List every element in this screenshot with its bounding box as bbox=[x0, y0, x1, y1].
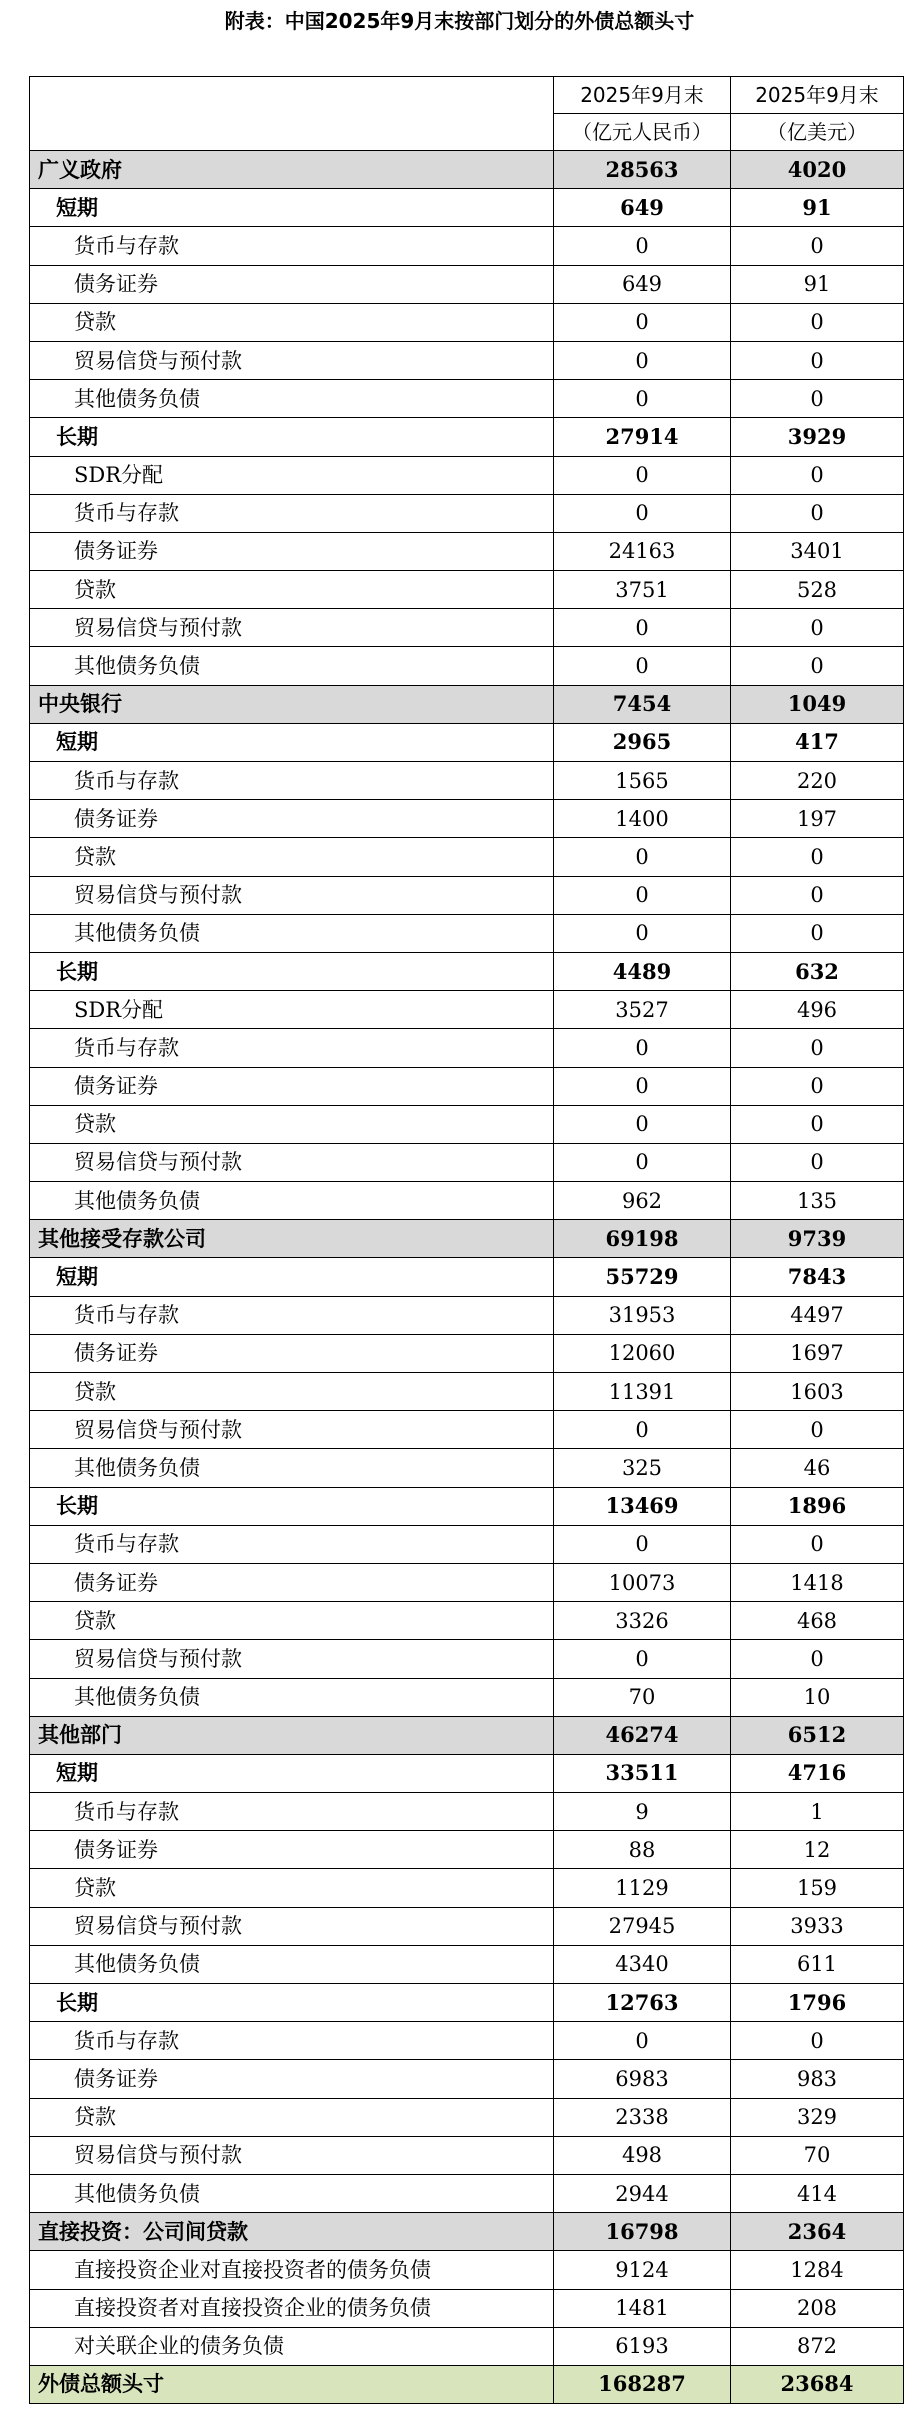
maturity-row bbox=[30, 418, 904, 456]
value-usd: 135 bbox=[731, 1182, 904, 1220]
value-usd: 4716 bbox=[731, 1754, 904, 1792]
row-label: 贷款 bbox=[30, 571, 554, 609]
value-usd: 417 bbox=[731, 723, 904, 761]
value-usd: 0 bbox=[731, 1105, 904, 1143]
value-usd: 0 bbox=[731, 609, 904, 647]
value-cny: 325 bbox=[554, 1449, 731, 1487]
value-cny: 0 bbox=[554, 876, 731, 914]
value-cny: 0 bbox=[554, 1640, 731, 1678]
value-cny: 10073 bbox=[554, 1563, 731, 1601]
value-cny: 649 bbox=[554, 265, 731, 303]
header-blank-cell bbox=[30, 77, 554, 151]
value-cny: 33511 bbox=[554, 1754, 731, 1792]
maturity-row bbox=[30, 1984, 904, 2022]
value-usd: 10 bbox=[731, 1678, 904, 1716]
item-row bbox=[30, 1793, 904, 1831]
item-row bbox=[30, 341, 904, 379]
value-usd: 1697 bbox=[731, 1334, 904, 1372]
value-usd: 528 bbox=[731, 571, 904, 609]
row-label: 货币与存款 bbox=[30, 494, 554, 532]
item-row bbox=[30, 532, 904, 570]
value-usd: 0 bbox=[731, 1411, 904, 1449]
row-label: 其他债务负债 bbox=[30, 647, 554, 685]
value-cny: 0 bbox=[554, 838, 731, 876]
row-label: 货币与存款 bbox=[30, 1793, 554, 1831]
value-usd: 9739 bbox=[731, 1220, 904, 1258]
row-label: 贷款 bbox=[30, 1373, 554, 1411]
row-label: 债务证券 bbox=[30, 800, 554, 838]
value-usd: 0 bbox=[731, 341, 904, 379]
value-usd: 0 bbox=[731, 1067, 904, 1105]
row-label: 长期 bbox=[30, 952, 554, 990]
row-label: 货币与存款 bbox=[30, 1296, 554, 1334]
value-cny: 649 bbox=[554, 189, 731, 227]
value-cny: 4489 bbox=[554, 952, 731, 990]
item-row bbox=[30, 265, 904, 303]
value-usd: 1049 bbox=[731, 685, 904, 723]
value-usd: 0 bbox=[731, 494, 904, 532]
maturity-row bbox=[30, 1754, 904, 1792]
value-usd: 0 bbox=[731, 1640, 904, 1678]
value-cny: 1129 bbox=[554, 1869, 731, 1907]
item-row bbox=[30, 1907, 904, 1945]
sector-row bbox=[30, 151, 904, 189]
total-row bbox=[30, 2365, 904, 2403]
header-cny-unit: （亿元人民币） bbox=[554, 114, 731, 151]
value-usd: 70 bbox=[731, 2136, 904, 2174]
row-label: 货币与存款 bbox=[30, 762, 554, 800]
value-cny: 13469 bbox=[554, 1487, 731, 1525]
value-cny: 69198 bbox=[554, 1220, 731, 1258]
value-usd: 91 bbox=[731, 189, 904, 227]
value-cny: 0 bbox=[554, 1143, 731, 1181]
row-label: 短期 bbox=[30, 1754, 554, 1792]
row-label: 债务证券 bbox=[30, 1563, 554, 1601]
row-label: 贸易信贷与预付款 bbox=[30, 609, 554, 647]
item-row bbox=[30, 1029, 904, 1067]
value-usd: 0 bbox=[731, 838, 904, 876]
value-cny: 12763 bbox=[554, 1984, 731, 2022]
value-cny: 55729 bbox=[554, 1258, 731, 1296]
value-usd: 611 bbox=[731, 1945, 904, 1983]
item-row bbox=[30, 2022, 904, 2060]
value-usd: 3401 bbox=[731, 532, 904, 570]
item-row bbox=[30, 991, 904, 1029]
row-label: 对关联企业的债务负债 bbox=[30, 2327, 554, 2365]
row-label: 贷款 bbox=[30, 1602, 554, 1640]
row-label: 其他债务负债 bbox=[30, 1449, 554, 1487]
value-usd: 208 bbox=[731, 2289, 904, 2327]
value-cny: 7454 bbox=[554, 685, 731, 723]
item-row bbox=[30, 1563, 904, 1601]
row-label: 贸易信贷与预付款 bbox=[30, 876, 554, 914]
row-label: 其他债务负债 bbox=[30, 380, 554, 418]
row-label: 贸易信贷与预付款 bbox=[30, 1907, 554, 1945]
value-usd: 2364 bbox=[731, 2213, 904, 2251]
value-usd: 1284 bbox=[731, 2251, 904, 2289]
row-label: 长期 bbox=[30, 1487, 554, 1525]
value-usd: 91 bbox=[731, 265, 904, 303]
row-label: 贷款 bbox=[30, 2098, 554, 2136]
value-cny: 70 bbox=[554, 1678, 731, 1716]
value-cny: 962 bbox=[554, 1182, 731, 1220]
row-label: 其他债务负债 bbox=[30, 914, 554, 952]
value-usd: 220 bbox=[731, 762, 904, 800]
row-label: 货币与存款 bbox=[30, 227, 554, 265]
value-usd: 159 bbox=[731, 1869, 904, 1907]
value-cny: 2965 bbox=[554, 723, 731, 761]
row-label: 货币与存款 bbox=[30, 1525, 554, 1563]
value-usd: 414 bbox=[731, 2174, 904, 2212]
row-label: 直接投资者对直接投资企业的债务负债 bbox=[30, 2289, 554, 2327]
row-label: 货币与存款 bbox=[30, 1029, 554, 1067]
row-label: 贷款 bbox=[30, 303, 554, 341]
value-usd: 1796 bbox=[731, 1984, 904, 2022]
value-cny: 0 bbox=[554, 380, 731, 418]
value-usd: 872 bbox=[731, 2327, 904, 2365]
value-cny: 3751 bbox=[554, 571, 731, 609]
value-usd: 7843 bbox=[731, 1258, 904, 1296]
row-label: 直接投资企业对直接投资者的债务负债 bbox=[30, 2251, 554, 2289]
row-label: 其他债务负债 bbox=[30, 1182, 554, 1220]
item-row bbox=[30, 762, 904, 800]
value-cny: 0 bbox=[554, 1029, 731, 1067]
row-label: 债务证券 bbox=[30, 265, 554, 303]
item-row bbox=[30, 1449, 904, 1487]
item-row bbox=[30, 1945, 904, 1983]
row-label: 其他债务负债 bbox=[30, 1678, 554, 1716]
row-label: 债务证券 bbox=[30, 1831, 554, 1869]
item-row bbox=[30, 1525, 904, 1563]
value-cny: 6983 bbox=[554, 2060, 731, 2098]
value-cny: 0 bbox=[554, 1105, 731, 1143]
item-row bbox=[30, 914, 904, 952]
sector-row bbox=[30, 2213, 904, 2251]
value-cny: 0 bbox=[554, 303, 731, 341]
value-cny: 0 bbox=[554, 914, 731, 952]
value-usd: 0 bbox=[731, 1143, 904, 1181]
row-label: 货币与存款 bbox=[30, 2022, 554, 2060]
value-cny: 27945 bbox=[554, 1907, 731, 1945]
item-row bbox=[30, 1067, 904, 1105]
value-usd: 0 bbox=[731, 647, 904, 685]
value-cny: 0 bbox=[554, 341, 731, 379]
page-title: 附表：中国2025年9月末按部门划分的外债总额头寸 bbox=[224, 9, 695, 33]
value-usd: 0 bbox=[731, 914, 904, 952]
value-cny: 4340 bbox=[554, 1945, 731, 1983]
row-label: 债务证券 bbox=[30, 1067, 554, 1105]
row-label: 短期 bbox=[30, 1258, 554, 1296]
header-row-period bbox=[30, 77, 904, 114]
value-usd: 1418 bbox=[731, 1563, 904, 1601]
value-usd: 0 bbox=[731, 303, 904, 341]
row-label: SDR分配 bbox=[30, 456, 554, 494]
value-usd: 3929 bbox=[731, 418, 904, 456]
row-label: 贸易信贷与预付款 bbox=[30, 2136, 554, 2174]
row-label: 贸易信贷与预付款 bbox=[30, 1640, 554, 1678]
value-usd: 1896 bbox=[731, 1487, 904, 1525]
value-usd: 329 bbox=[731, 2098, 904, 2136]
row-label: 长期 bbox=[30, 1984, 554, 2022]
item-row bbox=[30, 647, 904, 685]
row-label: 直接投资：公司间贷款 bbox=[30, 2213, 554, 2251]
value-usd: 983 bbox=[731, 2060, 904, 2098]
row-label: 贷款 bbox=[30, 1869, 554, 1907]
external-debt-table bbox=[29, 76, 904, 2404]
row-label: 贷款 bbox=[30, 838, 554, 876]
value-cny: 2944 bbox=[554, 2174, 731, 2212]
value-cny: 0 bbox=[554, 456, 731, 494]
item-row bbox=[30, 303, 904, 341]
item-row bbox=[30, 1373, 904, 1411]
row-label: 贸易信贷与预付款 bbox=[30, 1411, 554, 1449]
value-usd: 632 bbox=[731, 952, 904, 990]
row-label: 贸易信贷与预付款 bbox=[30, 341, 554, 379]
value-usd: 3933 bbox=[731, 1907, 904, 1945]
table-body bbox=[30, 77, 904, 2404]
row-label: 其他接受存款公司 bbox=[30, 1220, 554, 1258]
item-row bbox=[30, 380, 904, 418]
row-label: 广义政府 bbox=[30, 151, 554, 189]
value-usd: 0 bbox=[731, 876, 904, 914]
value-cny: 0 bbox=[554, 1067, 731, 1105]
row-label: 其他债务负债 bbox=[30, 1945, 554, 1983]
item-row bbox=[30, 2098, 904, 2136]
item-row bbox=[30, 1831, 904, 1869]
value-cny: 1481 bbox=[554, 2289, 731, 2327]
item-row bbox=[30, 1869, 904, 1907]
maturity-row bbox=[30, 189, 904, 227]
value-cny: 16798 bbox=[554, 2213, 731, 2251]
value-usd: 1 bbox=[731, 1793, 904, 1831]
value-cny: 168287 bbox=[554, 2365, 731, 2403]
value-cny: 3527 bbox=[554, 991, 731, 1029]
value-usd: 4497 bbox=[731, 1296, 904, 1334]
maturity-row bbox=[30, 723, 904, 761]
row-label: 债务证券 bbox=[30, 2060, 554, 2098]
value-cny: 0 bbox=[554, 1525, 731, 1563]
item-row bbox=[30, 1143, 904, 1181]
value-cny: 3326 bbox=[554, 1602, 731, 1640]
value-usd: 468 bbox=[731, 1602, 904, 1640]
value-cny: 1565 bbox=[554, 762, 731, 800]
header-usd-period: 2025年9月末 bbox=[731, 77, 904, 114]
value-cny: 12060 bbox=[554, 1334, 731, 1372]
value-cny: 11391 bbox=[554, 1373, 731, 1411]
value-usd: 0 bbox=[731, 227, 904, 265]
value-cny: 0 bbox=[554, 609, 731, 647]
value-cny: 0 bbox=[554, 227, 731, 265]
value-cny: 9124 bbox=[554, 2251, 731, 2289]
value-cny: 0 bbox=[554, 1411, 731, 1449]
item-row bbox=[30, 1678, 904, 1716]
item-row bbox=[30, 2327, 904, 2365]
value-cny: 0 bbox=[554, 2022, 731, 2060]
value-usd: 46 bbox=[731, 1449, 904, 1487]
row-label: 长期 bbox=[30, 418, 554, 456]
row-label: 其他债务负债 bbox=[30, 2174, 554, 2212]
item-row bbox=[30, 1602, 904, 1640]
value-usd: 12 bbox=[731, 1831, 904, 1869]
row-label: 中央银行 bbox=[30, 685, 554, 723]
sector-row bbox=[30, 1716, 904, 1754]
value-cny: 6193 bbox=[554, 2327, 731, 2365]
value-usd: 197 bbox=[731, 800, 904, 838]
item-row bbox=[30, 2174, 904, 2212]
value-cny: 498 bbox=[554, 2136, 731, 2174]
value-cny: 31953 bbox=[554, 1296, 731, 1334]
item-row bbox=[30, 1182, 904, 1220]
item-row bbox=[30, 227, 904, 265]
value-usd: 0 bbox=[731, 1525, 904, 1563]
item-row bbox=[30, 876, 904, 914]
row-label: 短期 bbox=[30, 723, 554, 761]
value-cny: 27914 bbox=[554, 418, 731, 456]
item-row bbox=[30, 800, 904, 838]
row-label: 外债总额头寸 bbox=[30, 2365, 554, 2403]
item-row bbox=[30, 1411, 904, 1449]
item-row bbox=[30, 1296, 904, 1334]
value-usd: 1603 bbox=[731, 1373, 904, 1411]
value-cny: 24163 bbox=[554, 532, 731, 570]
maturity-row bbox=[30, 1487, 904, 1525]
header-cny-period: 2025年9月末 bbox=[554, 77, 731, 114]
item-row bbox=[30, 1640, 904, 1678]
row-label: 债务证券 bbox=[30, 1334, 554, 1372]
value-cny: 88 bbox=[554, 1831, 731, 1869]
row-label: 债务证券 bbox=[30, 532, 554, 570]
value-cny: 2338 bbox=[554, 2098, 731, 2136]
value-usd: 23684 bbox=[731, 2365, 904, 2403]
value-usd: 0 bbox=[731, 380, 904, 418]
maturity-row bbox=[30, 952, 904, 990]
item-row bbox=[30, 2060, 904, 2098]
value-usd: 0 bbox=[731, 1029, 904, 1067]
value-usd: 4020 bbox=[731, 151, 904, 189]
sector-row bbox=[30, 685, 904, 723]
item-row bbox=[30, 1105, 904, 1143]
value-usd: 6512 bbox=[731, 1716, 904, 1754]
maturity-row bbox=[30, 1258, 904, 1296]
value-cny: 1400 bbox=[554, 800, 731, 838]
value-cny: 28563 bbox=[554, 151, 731, 189]
item-row bbox=[30, 2289, 904, 2327]
item-row bbox=[30, 838, 904, 876]
value-cny: 0 bbox=[554, 494, 731, 532]
value-cny: 46274 bbox=[554, 1716, 731, 1754]
value-cny: 9 bbox=[554, 1793, 731, 1831]
row-label: SDR分配 bbox=[30, 991, 554, 1029]
value-cny: 0 bbox=[554, 647, 731, 685]
value-usd: 496 bbox=[731, 991, 904, 1029]
item-row bbox=[30, 1334, 904, 1372]
row-label: 其他部门 bbox=[30, 1716, 554, 1754]
item-row bbox=[30, 494, 904, 532]
sector-row bbox=[30, 1220, 904, 1258]
value-usd: 0 bbox=[731, 2022, 904, 2060]
header-usd-unit: （亿美元） bbox=[731, 114, 904, 151]
item-row bbox=[30, 609, 904, 647]
item-row bbox=[30, 2251, 904, 2289]
item-row bbox=[30, 2136, 904, 2174]
item-row bbox=[30, 571, 904, 609]
row-label: 贷款 bbox=[30, 1105, 554, 1143]
value-usd: 0 bbox=[731, 456, 904, 494]
row-label: 贸易信贷与预付款 bbox=[30, 1143, 554, 1181]
row-label: 短期 bbox=[30, 189, 554, 227]
item-row bbox=[30, 456, 904, 494]
